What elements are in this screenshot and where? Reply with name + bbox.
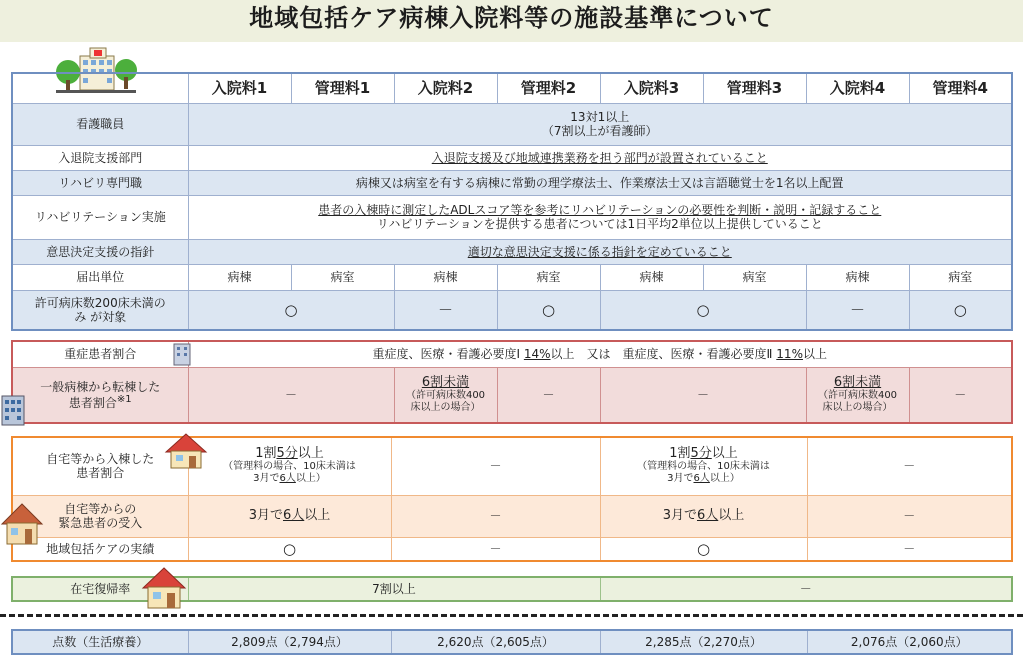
header-cell: 入院料3 xyxy=(600,73,703,103)
row-label-decision: 意思決定支援の指針 xyxy=(12,239,188,264)
row-label-transfer xyxy=(12,367,188,423)
transfer-cell: － xyxy=(497,367,600,423)
home-admit-cell: － xyxy=(391,437,600,495)
facility-criteria-table xyxy=(11,72,1013,331)
home-admit-pre: 1割 xyxy=(255,446,277,462)
points-table xyxy=(11,629,1013,655)
row-label-rehab-staff: リハビリ専門職 xyxy=(12,170,188,195)
severity-text-c: 以上 xyxy=(802,347,827,362)
emergency-pre: 3月で xyxy=(248,508,283,523)
transfer-note-2: 床以上の場合） xyxy=(822,401,893,413)
severity-value xyxy=(188,341,1012,367)
transfer-cell-main xyxy=(806,367,909,423)
rehab-staff-value: 病棟又は病室を有する病棟に常勤の理学療法士、作業療法士又は言語聴覚士を1名以上配置 xyxy=(188,170,1012,195)
home-admit-post: 以上 xyxy=(297,446,324,462)
beds-cell: － xyxy=(394,290,497,330)
transfer-label-line2: 患者割合 xyxy=(68,395,117,410)
points-cell: 2,076点（2,060点） xyxy=(807,630,1012,654)
points-cell: 2,620点（2,605点） xyxy=(391,630,600,654)
transfer-note-1: （許可病床数400 xyxy=(817,389,898,401)
home-admit-cell: － xyxy=(807,437,1012,495)
home-admission-table xyxy=(11,436,1013,562)
unit-cell: 病棟 xyxy=(188,264,291,290)
transfer-cell: － xyxy=(188,367,394,423)
transfer-main: 6割未満 xyxy=(833,374,882,390)
transfer-cell: － xyxy=(909,367,1012,423)
house-icon xyxy=(164,432,208,470)
emergency-pre: 3月で xyxy=(662,508,697,523)
header-cell: 管理料4 xyxy=(909,73,1012,103)
results-cell: － xyxy=(807,537,1012,561)
building-icon xyxy=(168,340,196,366)
row-label-points: 点数（生活療養） xyxy=(12,630,188,654)
rehab-line2: リハビリテーションを提供する患者については1日平均2単位以上提供していること xyxy=(376,217,823,231)
emergency-label-line1: 自宅等からの xyxy=(64,502,137,516)
home-return-value: 7割以上 xyxy=(188,577,600,601)
office-building-icon xyxy=(0,392,28,426)
transfer-cell: － xyxy=(600,367,806,423)
transfer-label-note: ※1 xyxy=(116,393,132,405)
transfer-note-2: 床以上の場合） xyxy=(410,401,481,413)
row-label-results: 地域包括ケアの実績 xyxy=(12,537,188,561)
row-label-discharge: 入退院支援部門 xyxy=(12,145,188,170)
header-cell: 管理料3 xyxy=(703,73,806,103)
rehab-line1: 患者の入棟時に測定したADLスコア等を参考にリハビリテーションの必要性を判断・説明・記録すること xyxy=(318,203,882,217)
unit-cell: 病室 xyxy=(909,264,1012,290)
row-label-nurse: 看護職員 xyxy=(12,103,188,145)
beds-cell: ○ xyxy=(497,290,600,330)
emergency-u: 6人 xyxy=(282,508,305,523)
emergency-cell xyxy=(188,495,391,537)
header-corner xyxy=(12,73,188,103)
results-cell: ○ xyxy=(600,537,807,561)
home-admit-n2-pre: 3月で xyxy=(667,473,694,485)
unit-cell: 病棟 xyxy=(806,264,909,290)
house-icon-3 xyxy=(140,566,188,610)
decision-value: 適切な意思決定支援に係る指針を定めていること xyxy=(188,239,1012,264)
nurse-value xyxy=(188,103,1012,145)
discharge-value: 入退院支援及び地域連携業務を担う部門が設置されていること xyxy=(188,145,1012,170)
beds-label-line1: 許可病床数200床未満の xyxy=(34,295,166,310)
home-admit-u1: 5分 xyxy=(690,446,712,462)
emergency-post: 以上 xyxy=(718,508,745,523)
rehab-value xyxy=(188,195,1012,239)
beds-cell: ○ xyxy=(188,290,394,330)
beds-label-line2: み が対象 xyxy=(74,309,127,324)
severity-text-b: 以上 又は 重症度、医療・看護必要度Ⅱ xyxy=(550,347,773,362)
home-return-dash: － xyxy=(600,577,1012,601)
home-admit-pre: 1割 xyxy=(669,446,691,462)
unit-cell: 病室 xyxy=(497,264,600,290)
home-admit-post: 以上 xyxy=(711,446,738,462)
results-cell: ○ xyxy=(188,537,391,561)
header-cell: 管理料1 xyxy=(291,73,394,103)
house-icon-2 xyxy=(0,502,44,546)
transfer-cell-main xyxy=(394,367,497,423)
home-admit-n2-u: 6人 xyxy=(693,473,710,485)
row-label-rehab: リハビリテーション実施 xyxy=(12,195,188,239)
unit-cell: 病室 xyxy=(703,264,806,290)
unit-cell: 病棟 xyxy=(600,264,703,290)
beds-cell: － xyxy=(806,290,909,330)
beds-cell: ○ xyxy=(909,290,1012,330)
home-admit-label-line2: 患者割合 xyxy=(76,466,125,481)
beds-cell: ○ xyxy=(600,290,806,330)
row-label-severity: 重症患者割合 xyxy=(12,341,188,367)
emergency-cell: － xyxy=(807,495,1012,537)
emergency-cell xyxy=(600,495,807,537)
points-cell: 2,285点（2,270点） xyxy=(600,630,807,654)
emergency-label-line2: 緊急患者の受入 xyxy=(58,516,143,530)
home-admit-n2-u: 6人 xyxy=(279,473,296,485)
severity-table xyxy=(11,340,1013,424)
emergency-post: 以上 xyxy=(304,508,331,523)
home-admit-n2-post: 以上） xyxy=(295,473,326,485)
row-label-unit: 届出単位 xyxy=(12,264,188,290)
header-cell: 入院料2 xyxy=(394,73,497,103)
transfer-label-line1: 一般病棟から転棟した xyxy=(40,379,161,394)
severity-text-a: 重症度、医療・看護必要度Ⅰ xyxy=(372,347,521,362)
severity-pct-b: 11% xyxy=(776,347,803,362)
row-label-home-admit xyxy=(12,437,188,495)
unit-cell: 病室 xyxy=(291,264,394,290)
severity-pct-a: 14% xyxy=(523,347,551,362)
header-cell: 管理料2 xyxy=(497,73,600,103)
header-cell: 入院料4 xyxy=(806,73,909,103)
section-divider xyxy=(0,614,1023,617)
home-admit-n2-post: 以上） xyxy=(709,473,740,485)
home-admit-note1: （管理料の場合、10床未満は xyxy=(223,461,356,473)
row-label-beds xyxy=(12,290,188,330)
home-admit-note1: （管理料の場合、10床未満は xyxy=(637,461,770,473)
points-cell: 2,809点（2,794点） xyxy=(188,630,391,654)
nurse-line2: （7割以上が看護師） xyxy=(541,124,658,138)
transfer-main: 6割未満 xyxy=(421,374,470,390)
transfer-note-1: （許可病床数400 xyxy=(405,389,486,401)
results-cell: － xyxy=(391,537,600,561)
home-admit-n2-pre: 3月で xyxy=(253,473,280,485)
header-cell: 入院料1 xyxy=(188,73,291,103)
unit-cell: 病棟 xyxy=(394,264,497,290)
home-admit-cell xyxy=(188,437,391,495)
home-admit-cell xyxy=(600,437,807,495)
emergency-cell: － xyxy=(391,495,600,537)
emergency-u: 6人 xyxy=(696,508,719,523)
page-title: 地域包括ケア病棟入院料等の施設基準について xyxy=(249,4,774,32)
home-admit-u1: 5分 xyxy=(276,446,298,462)
nurse-line1: 13対1以上 xyxy=(570,110,630,124)
home-admit-label-line1: 自宅等から入棟した xyxy=(46,452,155,467)
row-label-home-return: 在宅復帰率 xyxy=(12,577,188,601)
